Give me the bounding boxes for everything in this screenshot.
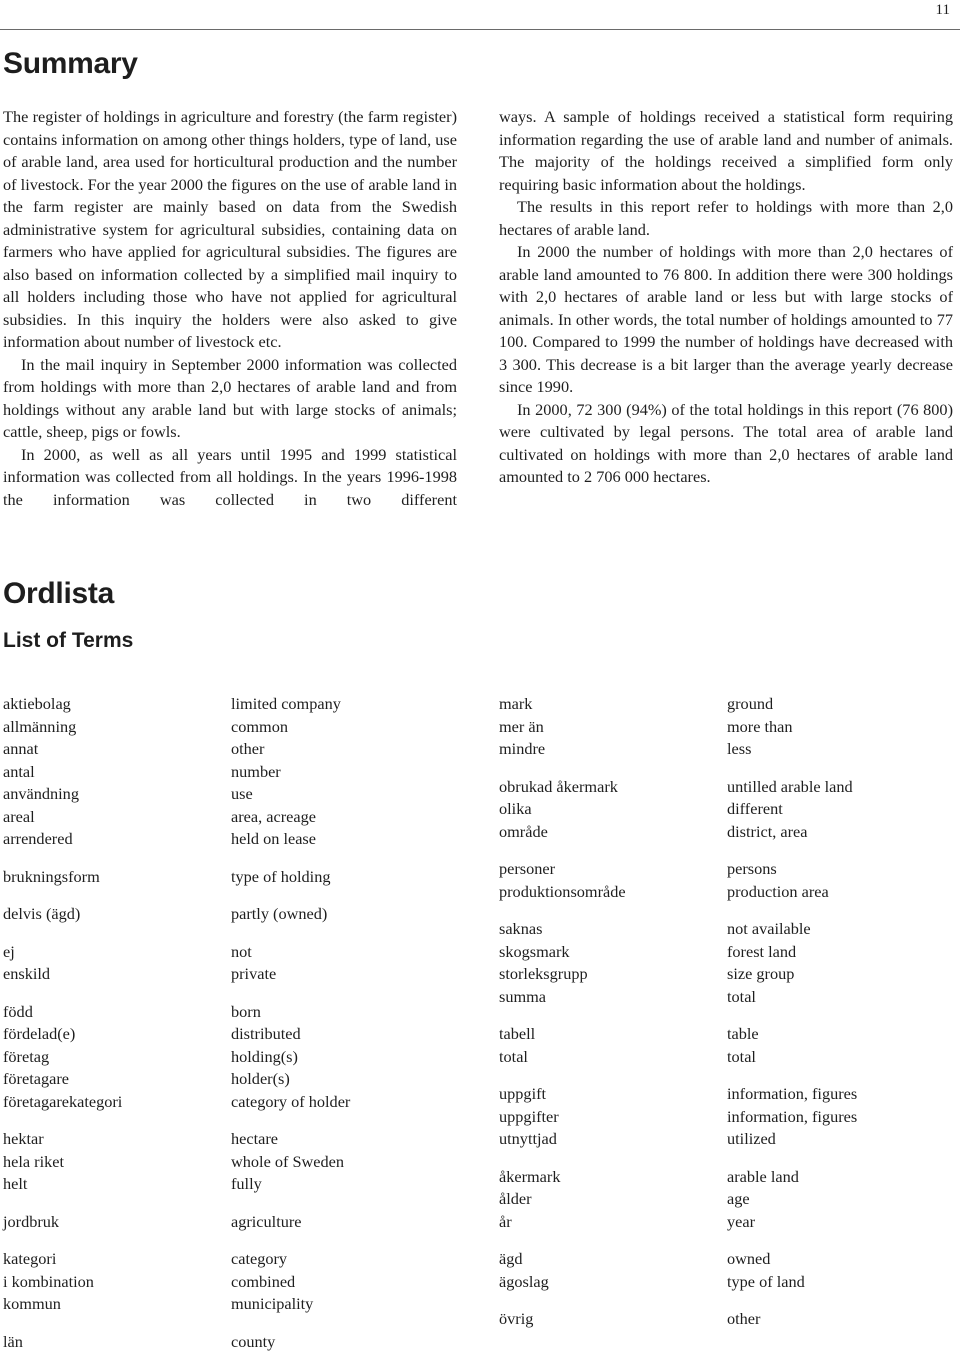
term-row: [3, 761, 463, 784]
english-term: hectare: [231, 1129, 278, 1148]
swedish-term: utnyttjad: [499, 1129, 557, 1148]
term-group: [499, 1166, 959, 1234]
term-row: [3, 1151, 463, 1174]
term-row: [499, 1046, 959, 1069]
term-row: [499, 918, 959, 941]
swedish-term: tabell: [499, 1024, 536, 1043]
english-term: persons: [727, 859, 777, 878]
term-row: [3, 1091, 463, 1114]
term-row: [3, 866, 463, 889]
swedish-term: företagarekategori: [3, 1091, 123, 1111]
term-row: [3, 1023, 463, 1046]
swedish-term: övrig: [499, 1309, 534, 1328]
term-row: [3, 1128, 463, 1151]
term-group: [3, 903, 463, 926]
swedish-term: uppgift: [499, 1084, 547, 1103]
swedish-term: född: [3, 1001, 33, 1021]
term-row: [499, 1106, 959, 1129]
term-row: [499, 693, 959, 716]
term-group: [3, 941, 463, 986]
swedish-term: ägd: [499, 1249, 523, 1268]
term-row: [499, 1211, 959, 1234]
term-group: [499, 1308, 959, 1331]
english-term: size group: [727, 964, 795, 983]
english-term: private: [231, 964, 277, 983]
swedish-term: allmänning: [3, 716, 77, 736]
page-number: 11: [935, 2, 950, 18]
term-group: [3, 1001, 463, 1114]
english-term: common: [231, 716, 288, 736]
summary-paragraph: The register of holdings in agriculture and forestry (the farm register) contains information on among other things holders, type of land, use of arable land, area used for horticultural production and the number of livestock. For the year 2000 the figures on the use of arable land in the farm register are mainly based on data from the Swedish administrative system for agricultural subsidies, containing data on farmers who have applied for agricultural subsidies. The figures are also based on information collected by a simplified mail inquiry to all holders including those who have not applied for agricultural subsidies. In this inquiry the holders were also asked to give information about number of livestock etc.: [3, 107, 457, 351]
english-term: holder(s): [231, 1069, 290, 1088]
swedish-term: åkermark: [499, 1166, 561, 1186]
swedish-term: antal: [3, 761, 35, 781]
term-group: [499, 858, 959, 903]
term-group: [499, 1248, 959, 1293]
term-row: [3, 806, 463, 829]
summary-paragraph: ways. A sample of holdings received a statistical form requiring information regarding the use of arable land and number of animals. The majority of the holdings received a simplified form only requiring basic information about the holdings.: [499, 107, 953, 194]
terms-list-right: [499, 693, 959, 1346]
swedish-term: enskild: [3, 964, 51, 983]
swedish-term: kommun: [3, 1294, 61, 1313]
term-row: [499, 941, 959, 964]
term-row: [3, 1068, 463, 1091]
english-term: area, acreage: [231, 806, 316, 826]
english-term: combined: [231, 1271, 296, 1291]
summary-paragraph: In 2000, as well as all years until 1995 and 1999 statistical information was collected from all holdings. In the years 1996-1998 the information was collected in two different: [3, 444, 457, 509]
term-row: [3, 738, 463, 761]
term-row: [3, 783, 463, 806]
english-term: category: [231, 1249, 288, 1268]
term-row: [3, 963, 463, 986]
term-row: [3, 828, 463, 851]
english-term: held on lease: [231, 829, 316, 848]
term-row: [499, 1128, 959, 1151]
term-row: [499, 738, 959, 761]
english-term: number: [231, 761, 281, 781]
swedish-term: hela riket: [3, 1151, 65, 1171]
term-row: [3, 693, 463, 716]
english-term: municipality: [231, 1294, 314, 1313]
summary-column-2: [499, 106, 953, 489]
english-term: ground: [727, 694, 774, 713]
term-group: [3, 1331, 463, 1354]
english-term: information, figures: [727, 1106, 858, 1126]
english-term: table: [727, 1024, 759, 1043]
term-row: [499, 1271, 959, 1294]
terms-list-left: [3, 693, 463, 1368]
swedish-term: produktionsområde: [499, 881, 626, 901]
english-term: distributed: [231, 1024, 301, 1043]
term-row: [3, 1248, 463, 1271]
swedish-term: olika: [499, 799, 532, 818]
english-term: different: [727, 799, 783, 818]
term-row: [3, 941, 463, 964]
term-group: [499, 1083, 959, 1151]
english-term: born: [231, 1001, 261, 1021]
english-term: type of land: [727, 1271, 805, 1291]
english-term: less: [727, 739, 752, 758]
english-term: production area: [727, 881, 829, 901]
swedish-term: användning: [3, 784, 79, 803]
english-term: limited company: [231, 694, 341, 713]
glossary-heading: Ordlista: [3, 577, 114, 610]
term-group: [3, 1211, 463, 1234]
swedish-term: mark: [499, 694, 533, 713]
swedish-term: hektar: [3, 1129, 44, 1148]
term-row: [3, 1001, 463, 1024]
english-term: owned: [727, 1249, 771, 1268]
term-group: [3, 1128, 463, 1196]
swedish-term: område: [499, 821, 548, 841]
english-term: type of holding: [231, 866, 331, 886]
english-term: county: [231, 1331, 276, 1351]
english-term: year: [727, 1211, 756, 1231]
term-row: [499, 798, 959, 821]
english-term: whole of Sweden: [231, 1151, 345, 1171]
swedish-term: fördelad(e): [3, 1024, 76, 1043]
term-row: [499, 1188, 959, 1211]
term-row: [499, 821, 959, 844]
swedish-term: annat: [3, 739, 39, 758]
header-rule: [0, 29, 960, 30]
swedish-term: mer än: [499, 716, 544, 736]
term-row: [499, 716, 959, 739]
term-row: [499, 963, 959, 986]
term-group: [499, 776, 959, 844]
swedish-term: ej: [3, 941, 15, 961]
term-row: [3, 1331, 463, 1354]
swedish-term: uppgifter: [499, 1106, 559, 1126]
english-term: partly (owned): [231, 904, 328, 923]
summary-paragraph: The results in this report refer to holdings with more than 2,0 hectares of arable land.: [499, 197, 953, 239]
term-row: [499, 1023, 959, 1046]
term-row: [3, 1293, 463, 1316]
english-term: age: [727, 1189, 750, 1208]
swedish-term: företag: [3, 1046, 50, 1066]
english-term: untilled arable land: [727, 776, 853, 796]
english-term: arable land: [727, 1166, 799, 1186]
term-row: [3, 903, 463, 926]
english-term: district, area: [727, 821, 808, 841]
english-term: fully: [231, 1174, 262, 1193]
swedish-term: storleksgrupp: [499, 964, 588, 983]
swedish-term: län: [3, 1331, 23, 1351]
swedish-term: arrendered: [3, 829, 73, 848]
english-term: other: [231, 739, 265, 758]
term-row: [499, 1083, 959, 1106]
english-term: category of holder: [231, 1091, 351, 1111]
swedish-term: obrukad åkermark: [499, 776, 618, 796]
summary-paragraph: In 2000 the number of holdings with more than 2,0 hectares of arable land amounted to 76 800. In addition there were 300 holdings with 2,0 hectares of arable land or less but with large stocks of animals. In other words, the total number of holdings amounted to 77 100. Compared to 1999 the number of holdings have decreased with 3 300. This decrease is a bit larger than the average yearly decrease since 1990.: [499, 242, 953, 396]
swedish-term: helt: [3, 1174, 28, 1193]
english-term: total: [727, 986, 756, 1006]
term-group: [3, 1248, 463, 1316]
english-term: other: [727, 1309, 761, 1328]
swedish-term: areal: [3, 806, 35, 826]
term-row: [3, 716, 463, 739]
english-term: not: [231, 941, 252, 961]
swedish-term: företagare: [3, 1069, 69, 1088]
term-group: [499, 693, 959, 761]
summary-paragraph: In 2000, 72 300 (94%) of the total holdings in this report (76 800) were cultivated by legal persons. The total area of arable land cultivated on holdings with more than 2,0 hectares of arable land amounted to 2 706 000 hectares.: [499, 399, 953, 486]
term-group: [3, 866, 463, 889]
term-row: [3, 1211, 463, 1234]
english-term: more than: [727, 716, 793, 736]
term-row: [499, 858, 959, 881]
term-group: [499, 918, 959, 1008]
english-term: not available: [727, 919, 811, 938]
swedish-term: kategori: [3, 1249, 57, 1268]
summary-column-1: [3, 106, 457, 511]
swedish-term: jordbruk: [3, 1211, 60, 1231]
english-term: forest land: [727, 941, 797, 961]
english-term: holding(s): [231, 1046, 298, 1066]
term-group: [499, 1023, 959, 1068]
swedish-term: år: [499, 1211, 512, 1231]
swedish-term: saknas: [499, 919, 543, 938]
term-row: [3, 1173, 463, 1196]
term-row: [3, 1271, 463, 1294]
term-row: [499, 1166, 959, 1189]
english-term: utilized: [727, 1129, 776, 1148]
term-row: [499, 881, 959, 904]
summary-paragraph: In the mail inquiry in September 2000 information was collected from holdings with more than 2,0 hectares of arable land and from holdings without any arable land but with large stocks of animals; cattle, sheep, pigs or fowls.: [3, 354, 457, 441]
term-row: [499, 1248, 959, 1271]
swedish-term: personer: [499, 859, 556, 878]
term-row: [3, 1046, 463, 1069]
swedish-term: skogsmark: [499, 941, 570, 961]
swedish-term: ägoslag: [499, 1271, 549, 1291]
swedish-term: i kombination: [3, 1271, 94, 1291]
glossary-subheading: List of Terms: [3, 629, 134, 652]
swedish-term: ålder: [499, 1189, 532, 1208]
swedish-term: summa: [499, 986, 547, 1006]
term-row: [499, 776, 959, 799]
term-group: [3, 693, 463, 851]
swedish-term: aktiebolag: [3, 694, 71, 713]
swedish-term: brukningsform: [3, 866, 100, 886]
swedish-term: delvis (ägd): [3, 904, 81, 923]
term-row: [499, 1308, 959, 1331]
english-term: total: [727, 1046, 756, 1066]
swedish-term: mindre: [499, 739, 546, 758]
english-term: agriculture: [231, 1211, 302, 1231]
english-term: information, figures: [727, 1084, 858, 1103]
term-row: [499, 986, 959, 1009]
summary-heading: Summary: [3, 47, 138, 80]
english-term: use: [231, 784, 253, 803]
swedish-term: total: [499, 1046, 528, 1066]
